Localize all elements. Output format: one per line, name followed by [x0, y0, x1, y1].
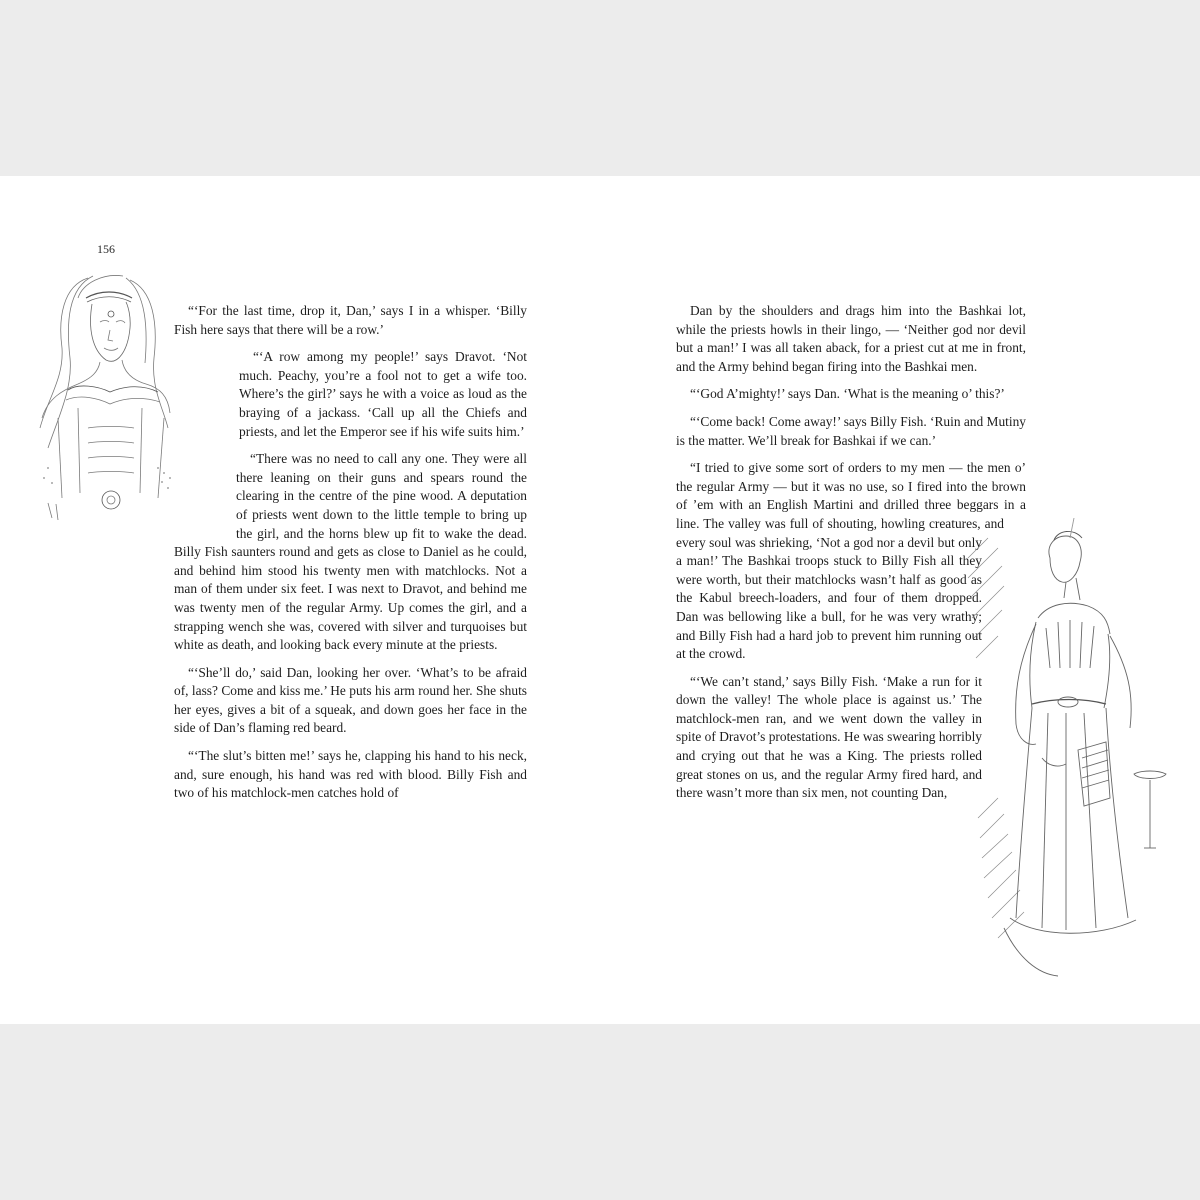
paragraph: “‘Come back! Come away!’ says Billy Fish. ‘Ruin and Mutiny is the matter. We’ll break for Bashkai if we can.’ — [676, 413, 1026, 448]
paragraph: “‘We can’t stand,’ says Billy Fish. ‘Make a run for it down the valley! The whole place is against us.’ The matchlock-men ran, and we went down the valley in spite of Dravot’s protestations. He was swearing horribly and crying out that he was a King. The priests rolled great stones on us, and the regular Army fired hard, and there wasn’t more than six men, not counting Dan, — [676, 673, 982, 801]
paragraph: “I tried to give some sort of orders to my men — the men o’ the regular Army — but it was no use, so I fired into the brown of ’em with an English Martini and drilled three beggars in a line. The valley was full of shouting, howling creatures, and every soul was shrieking, ‘Not a god nor a devil but only a man!’ The Bashkai troops stuck to Billy Fish all they were worth, but their matchlocks wasn’t half as good as the Kabul breech-loaders, and four of them dropped. Dan was bellowing like a bull, for he was very wrathy; and Billy Fish had a hard job to prevent him running out at the crowd. — [676, 460, 1026, 662]
paragraph: “‘A row among my people!’ says Dravot. ‘Not much. Peachy, you’re a fool not to get a wife too. Where’s the girl?’ says he with a voice as loud as the braying of a jackass. ‘Call up all the Chiefs and priests, and let the Emperor see if his wife suits him.’ — [239, 349, 527, 439]
paragraph: “‘For the last time, drop it, Dan,’ says I in a whisper. ‘Billy Fish here says that there will be a row.’ — [174, 303, 527, 337]
left-text-column — [174, 302, 527, 812]
text-wrap-spacer — [174, 450, 236, 525]
paragraph: Dan by the shoulders and drags him into the Bashkai lot, while the priests howls in their lingo, — ‘Neither god nor devil but a man!’ I was all taken aback, for a priest cut at me in front, and the Army behind began firing into the Bashkai men. — [676, 303, 1026, 374]
text-wrap-spacer — [174, 348, 239, 443]
standing-woman-illustration — [958, 518, 1173, 978]
paragraph: “There was no need to call any one. They were all there leaning on their guns and spears round the clearing in the centre of the pine wood. A deputation of priests went down to the little temple to bring up the girl, and the horns blew up fit to wake the dead. Billy Fish saunters round and gets as close to Daniel as he could, and behind him stood his twenty men with matchlocks. Not a man of them under six feet. I was next to Dravot, and behind me was twenty men of the regular Army. Up comes the girl, and a strapping wench she was, covered with silver and turquoises but white as death, and looking back every minute at the priests. — [174, 451, 527, 653]
paragraph: “‘She’ll do,’ said Dan, looking her over. ‘What’s to be afraid of, lass? Come and kiss me.’ He puts his arm round her. She shuts her eyes, gives a bit of a squeak, and down goes her face in the side of Dan’s flaming red beard. — [174, 664, 527, 736]
book-spread — [0, 176, 1200, 1024]
paragraph: “‘God A’mighty!’ says Dan. ‘What is the meaning o’ this?’ — [690, 386, 1005, 402]
paragraph: “‘The slut’s bitten me!’ says he, clapping his hand to his neck, and, sure enough, his hand was red with blood. Billy Fish and two of his matchlock-men catches hold of — [174, 748, 527, 801]
page-number: 156 — [97, 242, 115, 256]
